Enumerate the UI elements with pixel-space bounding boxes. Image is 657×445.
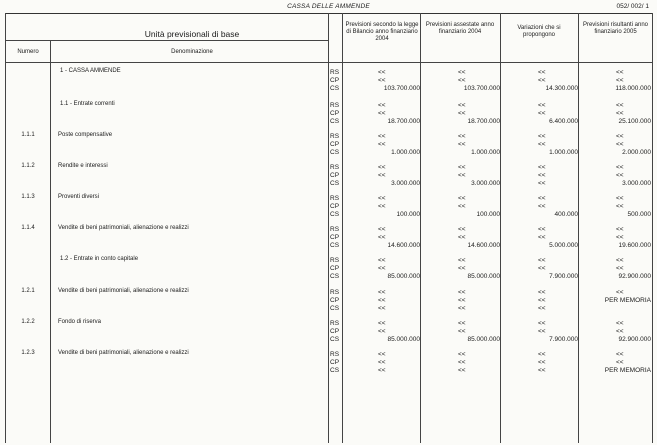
grid-line — [50, 40, 51, 443]
row-values-col4 — [578, 133, 651, 158]
row-value: << — [616, 359, 624, 367]
row-value: << — [458, 359, 466, 367]
row-codes — [330, 69, 339, 94]
row-values-col2 — [420, 133, 500, 158]
row-values-col2 — [420, 69, 500, 94]
row-value: << — [378, 305, 386, 313]
row-values-col3 — [500, 195, 578, 220]
row-code: CP — [330, 77, 340, 85]
row-value: << — [378, 110, 386, 118]
row-value: << — [378, 328, 386, 336]
row-value: << — [378, 172, 386, 180]
row-value: << — [616, 289, 624, 296]
row-value: << — [458, 297, 466, 305]
row-value: << — [458, 257, 466, 264]
row-number: 1.2.3 — [21, 350, 35, 356]
row-value: 85.000.000 — [387, 273, 420, 281]
row-code: CP — [330, 234, 340, 242]
row-value: << — [378, 69, 386, 76]
row-code: CS — [330, 305, 340, 313]
row-codes — [330, 320, 339, 345]
row-value: << — [616, 77, 624, 85]
row-value: 18.700.000 — [387, 118, 420, 126]
row-values-col1 — [340, 164, 420, 189]
row-value: << — [458, 133, 466, 140]
row-code: CS — [330, 336, 340, 344]
grid-line — [5, 62, 653, 63]
row-value: << — [616, 257, 624, 264]
row-value: << — [616, 110, 624, 118]
row-value: << — [458, 234, 466, 242]
row-values-col1 — [340, 102, 420, 127]
row-number: 1.2.2 — [21, 319, 35, 325]
row-code: RS — [330, 195, 340, 202]
row-value: << — [458, 226, 466, 233]
row-value: << — [616, 69, 624, 76]
row-value: 103.700.000 — [463, 85, 500, 93]
col4-header: Previsioni risultanti anno finanziario 2005 — [582, 22, 649, 35]
numero-header: Numero — [17, 49, 39, 55]
row-values-col2 — [420, 164, 500, 189]
row-code: CS — [330, 211, 340, 219]
row-value: << — [378, 195, 386, 202]
row-values-col1 — [340, 351, 420, 376]
row-value: << — [378, 226, 386, 233]
row-value: 92.900.000 — [618, 336, 651, 344]
row-value: 19.600.000 — [618, 242, 651, 250]
grid-line — [652, 13, 653, 443]
row-code: CS — [330, 367, 340, 375]
row-value: 2.000.000 — [622, 149, 651, 157]
row-value: << — [458, 77, 466, 85]
row-code: RS — [330, 257, 340, 264]
row-value: << — [538, 195, 546, 202]
row-description: Rendite e interessi — [58, 163, 108, 169]
row-code: CP — [330, 110, 340, 118]
row-values-col2 — [420, 226, 500, 251]
row-description: Vendite di beni patrimoniali, alienazione e realizzi — [58, 288, 189, 294]
row-values-col4 — [578, 195, 651, 220]
row-value: << — [616, 351, 624, 358]
row-value: << — [616, 203, 624, 211]
row-codes — [330, 289, 339, 314]
row-value: << — [378, 257, 386, 264]
row-value: 18.700.000 — [467, 118, 500, 126]
row-value: << — [616, 164, 624, 171]
row-value: << — [616, 234, 624, 242]
row-value: << — [378, 164, 386, 171]
row-values-col1 — [340, 69, 420, 94]
row-value: << — [616, 102, 624, 109]
row-value: << — [378, 351, 386, 358]
row-value: PER MEMORIA — [604, 297, 651, 305]
row-codes — [330, 351, 339, 376]
row-code: CS — [330, 180, 340, 188]
row-code: RS — [330, 133, 340, 140]
row-value: 85.000.000 — [467, 336, 500, 344]
row-description: 1.1 - Entrate correnti — [60, 101, 115, 107]
row-value: << — [538, 102, 546, 109]
row-value: << — [378, 320, 386, 327]
row-description: Proventi diversi — [58, 194, 100, 200]
row-description: Poste compensative — [58, 132, 113, 138]
row-value: << — [378, 102, 386, 109]
row-values-col1 — [340, 289, 420, 314]
row-value: << — [538, 289, 546, 296]
row-value: << — [538, 265, 546, 273]
row-value: 500.000 — [627, 211, 651, 219]
row-values-col2 — [420, 257, 500, 282]
row-values-col2 — [420, 289, 500, 314]
row-value: << — [458, 110, 466, 118]
row-value: << — [538, 305, 546, 313]
row-value: << — [538, 203, 546, 211]
row-value: 14.600.000 — [467, 242, 500, 250]
row-value: PER MEMORIA — [604, 367, 651, 375]
row-value: << — [458, 305, 466, 313]
row-value: << — [616, 133, 624, 140]
row-values-col4 — [578, 351, 651, 376]
row-code: RS — [330, 351, 340, 358]
row-description: Vendite di beni patrimoniali, alienazione e realizzi — [58, 350, 189, 356]
row-code: CS — [330, 118, 340, 126]
row-value: << — [616, 328, 624, 336]
row-value: << — [378, 203, 386, 211]
row-values-col3 — [500, 351, 578, 376]
row-value: 5.000.000 — [549, 242, 578, 250]
row-value: << — [616, 265, 624, 273]
row-value: << — [378, 77, 386, 85]
row-values-col4 — [578, 289, 651, 314]
col3-header: Variazioni che si propongono — [517, 25, 561, 38]
row-value: << — [616, 172, 624, 180]
row-value: << — [538, 367, 546, 375]
row-number: 1.1.3 — [21, 194, 35, 200]
page-ref: 052/ 002/ 1 — [616, 3, 649, 10]
row-value: 100.000 — [476, 211, 500, 219]
unita-header: Unità previsionali di base — [144, 29, 240, 39]
row-value: 6.400.000 — [549, 118, 578, 126]
row-value: 100.000 — [396, 211, 420, 219]
row-values-col4 — [578, 257, 651, 282]
row-value: 400.000 — [554, 211, 578, 219]
row-values-col2 — [420, 102, 500, 127]
row-values-col3 — [500, 257, 578, 282]
row-codes — [330, 195, 339, 220]
row-value: 7.900.000 — [549, 273, 578, 281]
row-value: << — [538, 133, 546, 140]
row-values-col1 — [340, 133, 420, 158]
row-value: 25.100.000 — [618, 118, 651, 126]
row-value: << — [538, 69, 546, 76]
row-values-col1 — [340, 257, 420, 282]
row-value: << — [538, 141, 546, 149]
row-code: CP — [330, 359, 340, 367]
row-value: 7.900.000 — [549, 336, 578, 344]
grid-line — [5, 13, 6, 443]
row-value: << — [378, 367, 386, 375]
row-value: 14.300.000 — [545, 85, 578, 93]
row-value: << — [538, 110, 546, 118]
col2-header: Previsioni assestate anno finanziario 2004 — [425, 22, 495, 35]
row-values-col4 — [578, 102, 651, 127]
row-description: 1 - CASSA AMMENDE — [60, 68, 121, 74]
row-number: 1.1.2 — [21, 163, 35, 169]
row-value: << — [616, 320, 624, 327]
denominazione-header: Denominazione — [171, 49, 213, 55]
row-codes — [330, 133, 339, 158]
row-value: << — [538, 297, 546, 305]
row-value: << — [538, 172, 546, 180]
row-value: 3.000.000 — [622, 180, 651, 188]
row-values-col3 — [500, 133, 578, 158]
row-value: 92.900.000 — [618, 273, 651, 281]
row-value: << — [378, 234, 386, 242]
row-value: << — [458, 351, 466, 358]
row-codes — [330, 257, 339, 282]
row-value: << — [538, 328, 546, 336]
header-title: CASSA DELLE AMMENDE — [287, 3, 370, 10]
row-value: << — [616, 195, 624, 202]
row-value: 1.000.000 — [471, 149, 500, 157]
row-values-col3 — [500, 69, 578, 94]
row-value: 1.000.000 — [391, 149, 420, 157]
row-value: << — [378, 289, 386, 296]
row-values-col1 — [340, 195, 420, 220]
row-code: CP — [330, 172, 340, 180]
row-code: CS — [330, 85, 340, 93]
row-values-col4 — [578, 226, 651, 251]
row-value: 14.600.000 — [387, 242, 420, 250]
row-code: CP — [330, 297, 340, 305]
row-description: Fondo di riserva — [58, 319, 102, 325]
row-value: << — [378, 133, 386, 140]
row-value: << — [538, 359, 546, 367]
row-values-col1 — [340, 226, 420, 251]
row-values-col2 — [420, 351, 500, 376]
row-value: << — [538, 164, 546, 171]
row-value: 1.000.000 — [549, 149, 578, 157]
row-values-col2 — [420, 320, 500, 345]
row-value: << — [458, 172, 466, 180]
row-value: << — [458, 102, 466, 109]
row-code: RS — [330, 226, 340, 233]
row-codes — [330, 226, 339, 251]
row-code: CP — [330, 265, 340, 273]
row-values-col4 — [578, 69, 651, 94]
row-code: CP — [330, 328, 340, 336]
row-values-col3 — [500, 289, 578, 314]
row-values-col1 — [340, 320, 420, 345]
row-value: << — [458, 289, 466, 296]
row-values-col2 — [420, 195, 500, 220]
row-value: 103.700.000 — [383, 85, 420, 93]
row-codes — [330, 164, 339, 189]
row-value: << — [458, 328, 466, 336]
row-value: << — [538, 234, 546, 242]
row-code: CS — [330, 149, 340, 157]
row-value: << — [458, 164, 466, 171]
row-codes — [330, 102, 339, 127]
row-value: << — [378, 359, 386, 367]
row-number: 1.1.1 — [21, 132, 35, 138]
row-values-col4 — [578, 320, 651, 345]
row-value: << — [458, 367, 466, 375]
row-code: CS — [330, 242, 340, 250]
row-value: << — [458, 195, 466, 202]
row-code: CP — [330, 141, 340, 149]
row-value: << — [538, 320, 546, 327]
row-value: 85.000.000 — [467, 273, 500, 281]
row-values-col3 — [500, 226, 578, 251]
row-values-col3 — [500, 320, 578, 345]
row-value: 3.000.000 — [391, 180, 420, 188]
row-description: 1.2 - Entrate in conto capitale — [60, 256, 139, 262]
row-values-col3 — [500, 164, 578, 189]
row-value: << — [616, 141, 624, 149]
row-values-col3 — [500, 102, 578, 127]
row-value: << — [378, 265, 386, 273]
row-value: << — [458, 141, 466, 149]
row-code: CS — [330, 273, 340, 281]
row-code: RS — [330, 69, 340, 76]
row-value: << — [616, 226, 624, 233]
row-code: RS — [330, 164, 340, 171]
row-description: Vendite di beni patrimoniali, alienazione e realizzi — [58, 225, 189, 231]
row-value: << — [458, 320, 466, 327]
row-value: << — [538, 77, 546, 85]
row-value: << — [538, 226, 546, 233]
row-code: RS — [330, 102, 340, 109]
grid-line — [328, 13, 329, 443]
row-value: 118.000.000 — [615, 85, 651, 93]
row-code: RS — [330, 289, 340, 296]
row-value: << — [458, 203, 466, 211]
row-number: 1.1.4 — [21, 225, 35, 231]
row-code: CP — [330, 203, 340, 211]
row-values-col4 — [578, 164, 651, 189]
row-value: 3.000.000 — [471, 180, 500, 188]
row-value: 85.000.000 — [387, 336, 420, 344]
row-value — [578, 305, 651, 313]
row-value: << — [538, 351, 546, 358]
row-number: 1.2.1 — [21, 288, 35, 294]
row-value: << — [458, 69, 466, 76]
row-code: RS — [330, 320, 340, 327]
row-value: << — [378, 297, 386, 305]
grid-line — [5, 40, 328, 41]
row-value: << — [378, 141, 386, 149]
row-value: << — [458, 265, 466, 273]
row-value: << — [538, 180, 546, 188]
row-value: << — [538, 257, 546, 264]
col1-header: Previsioni secondo la legge di Bilancio anno finanziario 2004 — [345, 22, 419, 42]
